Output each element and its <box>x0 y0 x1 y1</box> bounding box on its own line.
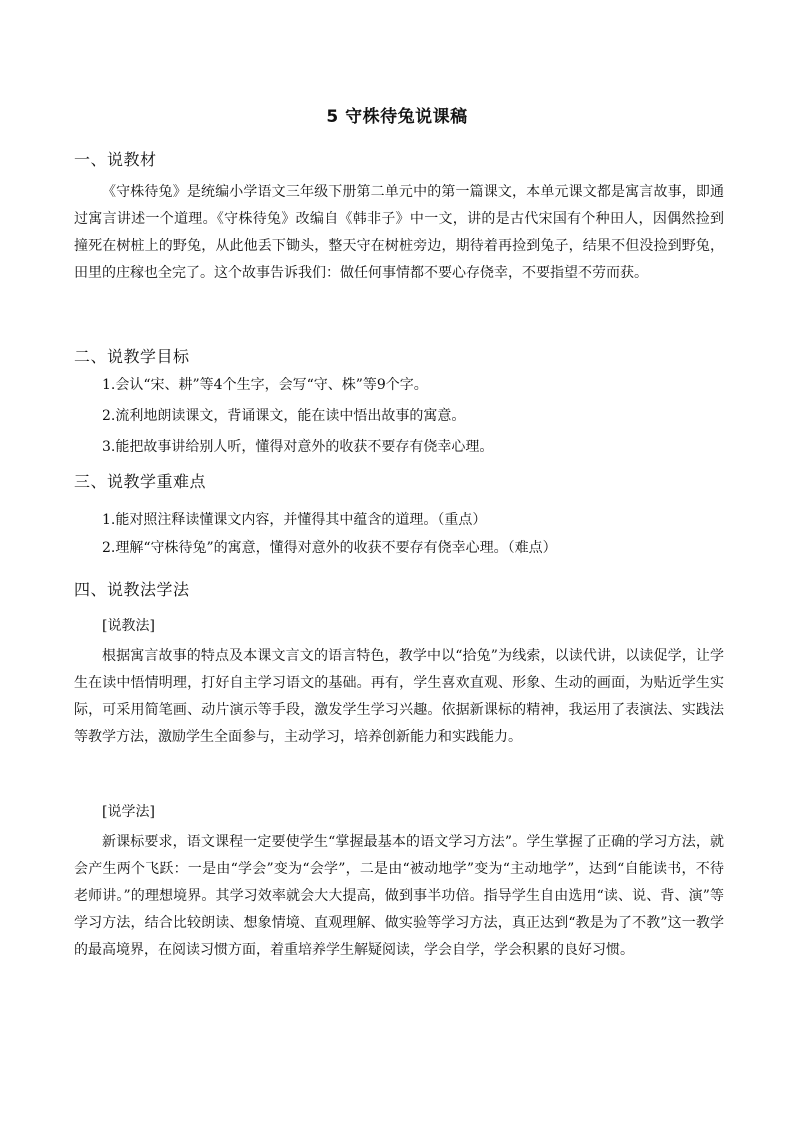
section-heading-textbook: 一、说教材 <box>74 150 157 169</box>
key-point-item-2: 2.理解“守株待兔”的寓意，懂得对意外的收获不要存有侥幸心理。（难点） <box>102 540 557 556</box>
section-textbook-paragraph: 《守株待兔》是统编小学语文三年级下册第二单元中的第一篇课文，本单元课文都是寓言故事，即通过寓言讲述一个道理。《守株待兔》改编自《韩非子》中一文，讲的是古代宋国有个种田人，因偶然捡到撞死在树桩上的野兔，从此他丢下锄头，整天守在树桩旁边，期待着再捡到兔子，结果不但没捡到野兔，田里的庄稼也全完了。这个故事告诉我们：做任何事情都不要心存侥幸，不要指望不劳而获。 <box>74 184 724 281</box>
document-title: 5 守株待兔说课稿 <box>326 107 468 127</box>
key-point-item-1: 1.能对照注释读懂课文内容，并懂得其中蕴含的道理。（重点） <box>102 512 487 528</box>
teaching-method-label: [说教法] <box>102 618 155 634</box>
section-heading-key-points: 三、说教学重难点 <box>74 472 207 491</box>
objective-item-3: 3.能把故事讲给别人听，懂得对意外的收获不要存有侥幸心理。 <box>102 439 494 455</box>
objective-item-1: 1.会认“宋、耕”等4个生字，会写“守、株”等9个字。 <box>102 377 428 393</box>
learning-method-label: [说学法] <box>102 804 155 820</box>
objective-item-2: 2.流利地朗读课文，背诵课文，能在读中悟出故事的寓意。 <box>102 408 466 424</box>
teaching-method-paragraph: 根据寓言故事的特点及本课文言文的语言特色，教学中以“拾兔”为线索，以读代讲，以读促学，让学生在读中悟情明理，打好自主学习语文的基础。再有，学生喜欢直观、形象、生动的画面，为贴近学生实际，可采用简笔画、动片演示等手段，激发学生学习兴趣。依据新课标的精神，我运用了表演法、实践法等教学方法，激励学生全面参与，主动学习，培养创新能力和实践能力。 <box>74 648 724 745</box>
section-heading-objectives: 二、说教学目标 <box>74 347 190 366</box>
section-heading-methods: 四、说教法学法 <box>74 580 190 599</box>
learning-method-paragraph: 新课标要求，语文课程一定要使学生“掌握最基本的语文学习方法”。学生掌握了正确的学习方法，就会产生两个飞跃：一是由“学会”变为“会学”，二是由“被动地学”变为“主动地学”，达到“自能读书，不待老师讲。”的理想境界。其学习效率就会大大提高，做到事半功倍。指导学生自由选用“读、说、背、演”等学习方法，结合比较朗读、想象情境、直观理解、做实验等学习方法，真正达到“教是为了不教”这一教学的最高境界，在阅读习惯方面，着重培养学生解疑阅读，学会自学，学会积累的良好习惯。 <box>74 834 724 958</box>
